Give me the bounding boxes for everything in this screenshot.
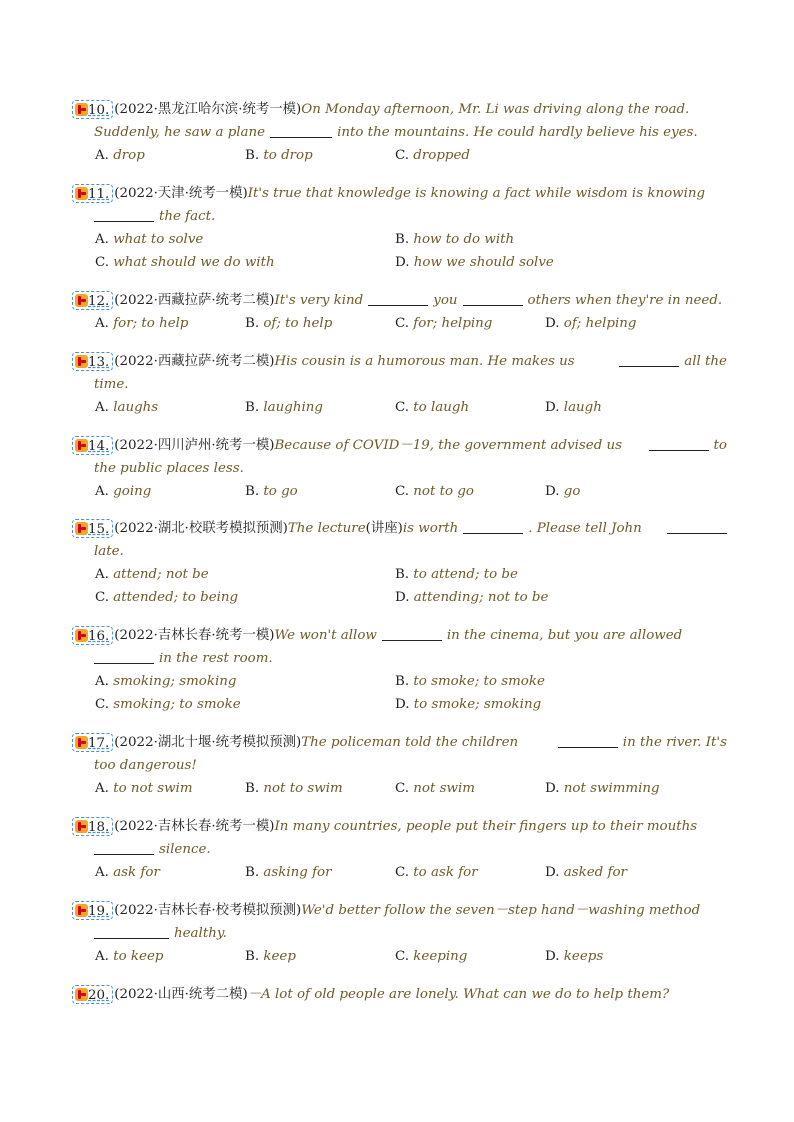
option-c[interactable]: C. not to go [395, 484, 474, 499]
question-stem-continued: the public places less. [94, 461, 244, 476]
exam-icon [75, 439, 88, 452]
option-c[interactable]: C. attended; to being [95, 590, 239, 605]
option-d[interactable]: D. not swimming [545, 781, 660, 796]
options-row [95, 251, 727, 274]
option-c[interactable]: C. for; helping [395, 316, 493, 331]
answer-blank[interactable] [94, 840, 154, 855]
exam-icon [75, 355, 88, 368]
option-b[interactable]: B. how to do with [395, 232, 515, 247]
option-b[interactable]: B. keep [245, 949, 296, 964]
answer-blank[interactable] [94, 649, 154, 664]
question-stem: 11. (2022·天津·统考一模)It's true that knowledge is knowing a fact while wisdom is knowing [72, 182, 727, 205]
question-10 [72, 98, 727, 167]
question-badge[interactable]: 12. [72, 291, 113, 310]
question-stem: 17. (2022·湖北十堰·统考模拟预测)The policeman told the children in the river. It's [72, 731, 727, 754]
question-badge[interactable]: 18. [72, 817, 113, 836]
question-stem-continued: silence. [94, 838, 727, 861]
option-b[interactable]: B. not to swim [245, 781, 343, 796]
option-b[interactable]: B. to attend; to be [395, 567, 518, 582]
exam-icon [75, 103, 88, 116]
option-b[interactable]: B. to smoke; to smoke [395, 674, 545, 689]
question-13 [72, 350, 727, 419]
option-c[interactable]: C. to laugh [395, 400, 470, 415]
option-a[interactable]: A. laughs [95, 400, 159, 415]
exam-icon [75, 736, 88, 749]
option-a[interactable]: A. smoking; smoking [95, 674, 237, 689]
option-a[interactable]: A. ask for [95, 865, 160, 880]
options-row [95, 693, 727, 716]
option-d[interactable]: D. laugh [545, 400, 602, 415]
answer-blank[interactable] [94, 924, 169, 939]
question-11 [72, 182, 727, 274]
question-stem-continued: late. [94, 544, 124, 559]
question-17 [72, 731, 727, 800]
answer-blank[interactable] [619, 352, 679, 367]
option-b[interactable]: B. to drop [245, 148, 313, 163]
question-badge[interactable]: 13. [72, 352, 113, 371]
question-stem: 16. (2022·吉林长春·统考一模)We won't allow in the cinema, but you are allowed [72, 624, 727, 647]
question-stem-continued: Suddenly, he saw a plane into the mountains. He could hardly believe his eyes. [94, 125, 698, 140]
options-row [95, 777, 727, 800]
question-badge[interactable]: 11. [72, 184, 113, 203]
option-b[interactable]: B. asking for [245, 865, 332, 880]
option-c[interactable]: C. not swim [395, 781, 475, 796]
option-a[interactable]: A. what to solve [95, 232, 204, 247]
question-14 [72, 434, 727, 503]
question-stem: 15. (2022·湖北·校联考模拟预测)The lecture(讲座)is worth . Please tell John [72, 517, 727, 540]
question-badge[interactable]: 20. [72, 985, 113, 1004]
options-row [95, 144, 727, 167]
question-stem: 14. (2022·四川泸州·统考一模)Because of COVID－19, the government advised us to [72, 434, 727, 457]
options-row [95, 563, 727, 586]
option-a[interactable]: A. to not swim [95, 781, 193, 796]
answer-blank[interactable] [94, 207, 154, 222]
question-stem: 10. (2022·黑龙江哈尔滨·统考一模)On Monday afternoon, Mr. Li was driving along the road. [72, 98, 727, 121]
question-stem-continued: the fact. [94, 205, 727, 228]
options-row [95, 480, 727, 503]
question-stem-continued: healthy. [94, 922, 727, 945]
option-a[interactable]: A. drop [95, 148, 145, 163]
option-b[interactable]: B. of; to help [245, 316, 333, 331]
option-d[interactable]: D. asked for [545, 865, 627, 880]
question-19 [72, 899, 727, 968]
options-row [95, 861, 727, 884]
option-a[interactable]: A. for; to help [95, 316, 189, 331]
options-row [95, 228, 727, 251]
question-badge[interactable]: 15. [72, 519, 113, 538]
option-a[interactable]: A. going [95, 484, 152, 499]
question-badge[interactable]: 10. [72, 100, 113, 119]
option-d[interactable]: D. to smoke; smoking [395, 697, 542, 712]
question-badge[interactable]: 17. [72, 733, 113, 752]
options-row [95, 670, 727, 693]
question-badge[interactable]: 19. [72, 901, 113, 920]
question-stem-continued: time. [94, 377, 129, 392]
question-badge[interactable]: 14. [72, 436, 113, 455]
exam-icon [75, 187, 88, 200]
question-stem: 13. (2022·西藏拉萨·统考二模)His cousin is a humorous man. He makes us all the [72, 350, 727, 373]
option-d[interactable]: D. keeps [545, 949, 604, 964]
option-d[interactable]: D. go [545, 484, 581, 499]
options-row [95, 586, 727, 609]
option-c[interactable]: C. keeping [395, 949, 468, 964]
answer-blank[interactable] [463, 291, 523, 306]
answer-blank[interactable] [649, 436, 709, 451]
exam-icon [75, 522, 88, 535]
option-c[interactable]: C. to ask for [395, 865, 478, 880]
options-row [95, 945, 727, 968]
answer-blank[interactable] [270, 123, 332, 138]
exam-icon [75, 294, 88, 307]
exam-icon [75, 904, 88, 917]
question-12 [72, 289, 727, 335]
option-a[interactable]: A. attend; not be [95, 567, 209, 582]
question-stem: 12. (2022·西藏拉萨·统考二模)It's very kind you others when they're in need. [72, 289, 727, 312]
question-20 [72, 983, 727, 1006]
question-stem: 19. (2022·吉林长春·校考模拟预测)We'd better follow the seven－step hand－washing method [72, 899, 727, 922]
question-stem: 20. (2022·山西·统考二模)－A lot of old people are lonely. What can we do to help them? [72, 983, 727, 1006]
option-b[interactable]: B. to go [245, 484, 298, 499]
option-d[interactable]: D. of; helping [545, 316, 637, 331]
exam-icon [75, 988, 88, 1001]
options-row [95, 312, 727, 335]
question-15 [72, 517, 727, 609]
options-row [95, 396, 727, 419]
option-c[interactable]: C. dropped [395, 148, 470, 163]
option-a[interactable]: A. to keep [95, 949, 164, 964]
question-stem: 18. (2022·吉林长春·统考一模)In many countries, people put their fingers up to their mouths [72, 815, 727, 838]
question-18 [72, 815, 727, 884]
answer-blank[interactable] [667, 519, 727, 534]
exam-icon [75, 629, 88, 642]
question-badge[interactable]: 16. [72, 626, 113, 645]
exam-icon [75, 820, 88, 833]
option-b[interactable]: B. laughing [245, 400, 323, 415]
question-stem-continued: in the rest room. [94, 647, 727, 670]
question-stem-continued: too dangerous! [94, 758, 197, 773]
answer-blank[interactable] [368, 291, 428, 306]
option-c[interactable]: C. smoking; to smoke [95, 697, 241, 712]
answer-blank[interactable] [463, 519, 523, 534]
option-c[interactable]: C. what should we do with [95, 255, 275, 270]
answer-blank[interactable] [558, 733, 618, 748]
question-16 [72, 624, 727, 716]
answer-blank[interactable] [382, 626, 442, 641]
option-d[interactable]: D. attending; not to be [395, 590, 549, 605]
option-d[interactable]: D. how we should solve [395, 255, 554, 270]
